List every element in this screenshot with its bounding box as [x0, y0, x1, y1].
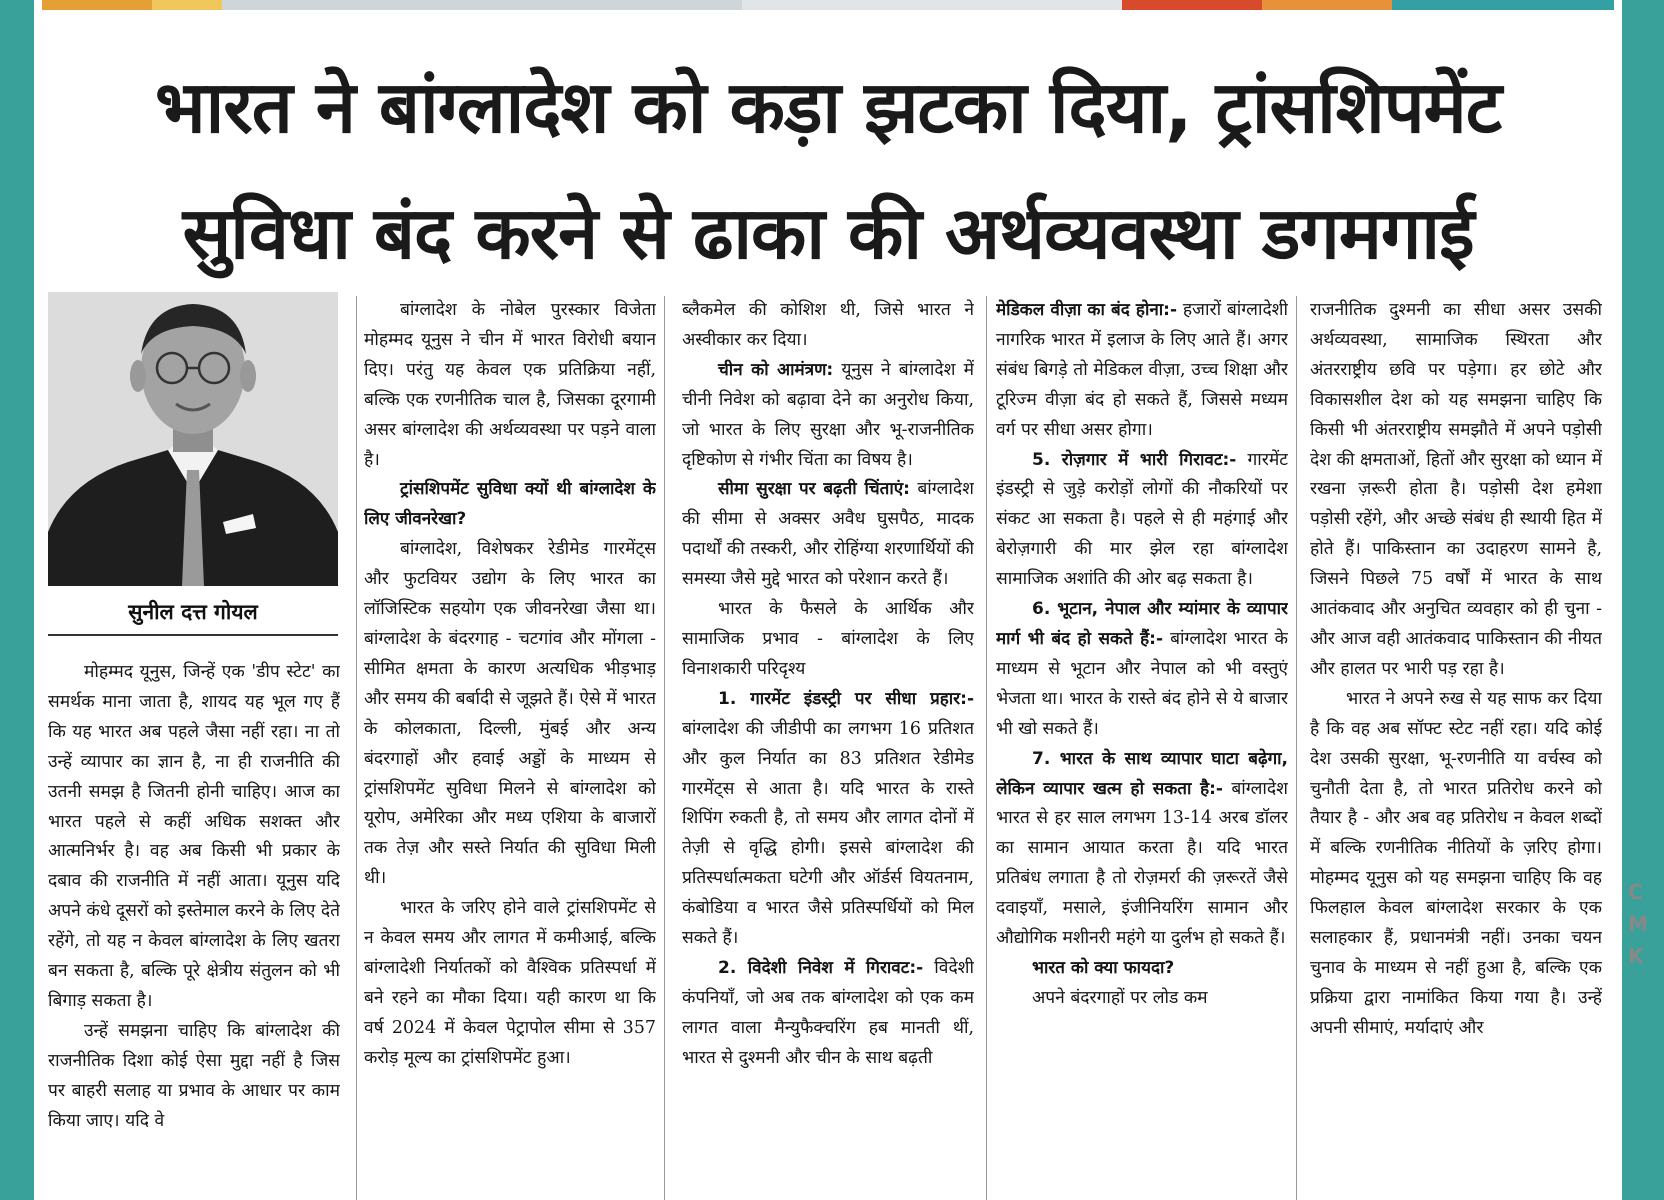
- col3-label-5: 1. गारमेंट इंडस्ट्री पर सीधा प्रहार:-: [718, 688, 974, 709]
- article-column-3: [682, 296, 974, 1200]
- headline: [34, 44, 1622, 296]
- col3-label-2: चीन को आमंत्रण:: [718, 359, 834, 380]
- col3-text-3: बांग्लादेश की सीमा से अक्सर अवैध घुसपैठ, मादक पदार्थों की तस्करी, और रोहिंग्या शरणार्थियों की समस्या जैसे मुद्दे भारत को परेशान करते हैं।: [682, 479, 974, 590]
- col3-paragraph-1: ब्लैकमेल की कोशिश थी, जिसे भारत ने अस्वीकार कर दिया।: [682, 300, 974, 350]
- col4-paragraph-1: [996, 296, 1288, 446]
- col1-paragraph-1: मोहम्मद यूनुस, जिन्हें एक 'डीप स्टेट' का समर्थक माना जाता है, शायद यह भूल गए हैं कि यह भारत अब पहले जैसा नहीं रहा। ना तो उन्हें व्यापार का ज्ञान है, ना ही राजनीति की उतनी समझ है जितनी होनी चाहिए। आज का भारत पहले से कहीं अधिक सशक्त और आत्मनिर्भर है। वह अब किसी भी प्रकार के दबाव की राजनीति में नहीं आता। यूनुस यदि अपने कंधे दूसरों को इस्तेमाल करने के लिए देते रहेंगे, तो यह न केवल बांग्लादेश के लिए खतरा बन सकता है, बल्कि पूरे क्षेत्रीय संतुलन को भी बिगाड़ सकता है।: [48, 662, 340, 1011]
- col2-paragraph-1: बांग्लादेश के नोबेल पुरस्कार विजेता मोहम्मद यूनुस ने चीन में भारत विरोधी बयान दिए। परंतु यह केवल एक प्रतिक्रिया नहीं, बल्कि एक रणनीतिक चाल है, जिसका दूरगामी असर बांग्लादेश की अर्थव्यवस्था पर पड़ने वाला है।: [364, 300, 656, 470]
- col4-label-2: 5. रोज़गार में भारी गिरावट:-: [1032, 449, 1237, 470]
- article-column-4: [996, 296, 1288, 1200]
- adjacent-page-edge: [1628, 876, 1664, 972]
- col3-label-3: सीमा सुरक्षा पर बढ़ती चिंताएं:: [718, 479, 910, 500]
- col5-paragraph-2: भारत ने अपने रुख से यह साफ कर दिया है कि वह अब सॉफ्ट स्टेट नहीं रहा। यदि कोई देश उसकी सुरक्षा, भू-रणनीति या वर्चस्व को चुनौती देता है, तो भारत प्रतिरोध करने को तैयार है - और अब वह प्रतिरोध न केवल शब्दों में बल्कि रणनीतिक नीतियों के ज़रिए होगा। मोहम्मद यूनुस को यह समझना चाहिए कि वह फिलहाल केवल बांग्लादेश सरकार के एक सलाहकार हैं, प्रधानमंत्री नहीं। उनका चयन चुनाव के माध्यम से नहीं हुआ है, बल्कि एक प्रक्रिया द्वारा नामांकित किया गया है। उन्हें अपनी सीमाएं, मर्यादाएं और: [1310, 688, 1602, 1038]
- col4-subheading-1: भारत को क्या फायदा?: [1032, 957, 1175, 978]
- edge-letter: K: [1628, 944, 1644, 968]
- col3-paragraph-5: [682, 685, 974, 954]
- col4-paragraph-4: [996, 745, 1288, 954]
- edge-letter: C: [1628, 880, 1643, 904]
- col5-paragraph-1: राजनीतिक दुश्मनी का सीधा असर उसकी अर्थव्यवस्था, सामाजिक स्थिरता और अंतरराष्ट्रीय छवि पर पड़ेगा। हर छोटे और विकासशील देश को यह समझना चाहिए कि किसी भी अंतरराष्ट्रीय समझौते में अपने पड़ोसी देश की क्षमताओं, हितों और सुरक्षा को ध्यान में रखना ज़रूरी होता है। पड़ोसी देश हमेशा पड़ोसी रहेंगे, और अच्छे संबंध ही स्थायी हित में होते हैं। पाकिस्तान का उदाहरण सामने है, जिसने पिछले 75 वर्षों में भारत के साथ आतंकवाद और अनुचित व्यवहार को ही चुना - और आज वही आतंकवाद पाकिस्तान की नीयत और हालत पर भारी पड़ रहा है।: [1310, 300, 1602, 679]
- byline-divider: [48, 634, 338, 636]
- col1-paragraph-2: उन्हें समझना चाहिए कि बांग्लादेश की राजनीतिक दिशा कोई ऐसा मुद्दा नहीं है जिस पर बाहरी सलाह या प्रभाव के आधार पर काम किया जाए। यदि वे: [48, 1020, 340, 1131]
- col4-text-2: गारमेंट इंडस्ट्री से जुड़े करोड़ों लोगों की नौकरियों पर संकट आ सकता है। पहले से ही महंगाई और बेरोज़गारी की मार झेल रहा बांग्लादेश सामाजिक अशांति की ओर बढ़ सकता है।: [996, 449, 1288, 590]
- col4-text-1: हजारों बांग्लादेशी नागरिक भारत में इलाज के लिए आते हैं। अगर संबंध बिगड़े तो मेडिकल वीज़ा, उच्च शिक्षा और टूरिज्म वीज़ा बंद हो सकते हैं, जिससे मध्यम वर्ग पर सीधा असर होगा।: [996, 300, 1288, 440]
- column-divider: [356, 296, 357, 1200]
- col3-paragraph-6: [682, 954, 974, 1074]
- newspaper-page: [34, 0, 1622, 1200]
- col4-text-4: बांग्लादेश भारत से हर साल लगभग 13-14 अरब डॉलर का सामान आयात करता है। यदि भारत प्रतिबंध लगाता है तो रोज़मर्रा की ज़रूरतें जैसे दवाइयाँ, मसाले, इंजीनियरिंग सामान और औद्योगिक मशीनरी महंगे या दुर्लभ हो सकते हैं।: [996, 778, 1288, 949]
- column-divider: [664, 296, 665, 1200]
- col3-paragraph-4: भारत के फैसले के आर्थिक और सामाजिक प्रभाव - बांग्लादेश के लिए विनाशकारी परिदृश्य: [682, 599, 974, 679]
- col3-paragraph-3: [682, 475, 974, 595]
- headline-line-2: सुविधा बंद करने से ढाका की अर्थव्यवस्था डगमगाई: [182, 191, 1474, 275]
- col3-text-2: यूनुस ने बांग्लादेश में चीनी निवेश को बढ़ावा देने का अनुरोध किया, जो भारत के लिए सुरक्षा और भू-राजनीतिक दृष्टिकोण से गंभीर चिंता का विषय है।: [682, 359, 974, 470]
- article-column-2: [364, 296, 656, 1200]
- color-strip-seg: [1262, 0, 1392, 10]
- color-strip-seg: [42, 0, 152, 10]
- author-portrait-image: [48, 292, 338, 586]
- col3-paragraph-2: [682, 356, 974, 476]
- col2-paragraph-2: बांग्लादेश, विशेषकर रेडीमेड गारमेंट्स और फुटवियर उद्योग के लिए भारत का लॉजिस्टिक सहयोग एक जीवनरेखा जैसा था। बांग्लादेश के बंदरगाह - चटगांव और मोंगला - सीमित क्षमता के कारण अत्यधिक भीड़भाड़ और समय की बर्बादी से जूझते हैं। ऐसे में भारत के कोलकाता, दिल्ली, मुंबई और अन्य बंदरगाहों और हवाई अड्डों के माध्यम से ट्रांसशिपमेंट सुविधा मिलने से बांग्लादेश को यूरोप, अमेरिका और मध्य एशिया के बाजारों तक तेज़ और सस्ते निर्यात की सुविधा मिली थी।: [364, 539, 656, 889]
- col4-paragraph-2: [996, 446, 1288, 596]
- color-strip-seg: [1122, 0, 1262, 10]
- col3-text-6: विदेशी कंपनियाँ, जो अब तक बांग्लादेश को एक कम लागत वाला मैन्युफैक्चरिंग हब मानती थीं, भारत से दुश्मनी और चीन के साथ बढ़ती: [682, 957, 974, 1068]
- col3-text-5: बांग्लादेश की जीडीपी का लगभग 16 प्रतिशत और कुल निर्यात का 83 प्रतिशत रेडीमेड गारमेंट्स से आता है। यदि भारत के रास्ते शिपिंग रुकती है, तो समय और लागत दोनों में तेज़ी से वृद्धि होगी। इससे बांग्लादेश की प्रतिस्पर्धात्मकता घटेगी और ऑर्डर्स वियतनाम, कंबोडिया व भारत जैसे प्रतिस्पर्धियों को मिल सकते हैं।: [682, 718, 974, 949]
- edge-letter: M: [1628, 912, 1648, 936]
- col4-label-4: 7. भारत के साथ व्यापार घाटा बढ़ेगा, लेकिन व्यापार खत्म हो सकता है:-: [996, 748, 1288, 799]
- column-divider: [986, 296, 987, 1200]
- col4-text-3: बांग्लादेश भारत के माध्यम से भूटान और नेपाल को भी वस्तुएं भेजता था। भारत के रास्ते बंद होने से ये बाजार भी खो सकते हैं।: [996, 628, 1288, 739]
- col3-label-6: 2. विदेशी निवेश में गिरावट:-: [718, 957, 924, 978]
- color-strip-seg: [152, 0, 222, 10]
- color-strip-seg: [1392, 0, 1614, 10]
- col4-paragraph-5: अपने बंदरगाहों पर लोड कम: [1032, 987, 1208, 1008]
- column-divider: [1296, 296, 1297, 1200]
- author-photo: [48, 292, 338, 586]
- col4-label-3: 6. भूटान, नेपाल और म्यांमार के व्यापार मार्ग भी बंद हो सकते हैं:-: [996, 599, 1288, 649]
- article-column-5: [1310, 296, 1602, 1200]
- author-name: सुनील दत्त गोयल: [128, 600, 258, 624]
- col4-paragraph-3: [996, 595, 1288, 745]
- color-strip-seg: [742, 0, 1122, 10]
- color-strip: [42, 0, 1614, 10]
- col2-subheading-1: ट्रांसशिपमेंट सुविधा क्यों थी बांग्लादेश के लिए जीवनरेखा?: [364, 479, 656, 530]
- col4-label-1: मेडिकल वीज़ा का बंद होना:-: [996, 300, 1178, 320]
- article-column-1: [48, 658, 340, 1200]
- headline-line-1: भारत ने बांग्लादेश को कड़ा झटका दिया, ट्रांसशिपमेंट: [155, 65, 1501, 149]
- color-strip-seg: [222, 0, 742, 10]
- col2-paragraph-3: भारत के जरिए होने वाले ट्रांसशिपमेंट से न केवल समय और लागत में कमीआई, बल्कि बांग्लादेशी निर्यातकों को वैश्विक प्रतिस्पर्धा में बने रहने का मौका दिया। यही कारण था कि वर्ष 2024 में केवल पेट्रापोल सीमा से 357 करोड़ मूल्य का ट्रांसशिपमेंट हुआ।: [364, 898, 656, 1068]
